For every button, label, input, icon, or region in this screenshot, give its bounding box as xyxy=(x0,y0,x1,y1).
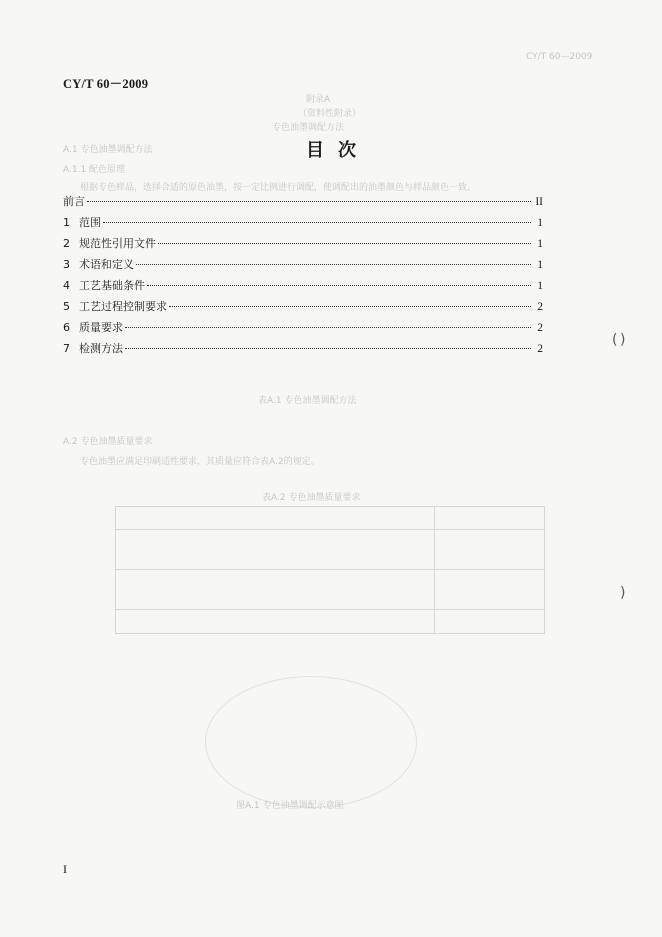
table-of-contents xyxy=(63,193,543,361)
page-title: 目次 xyxy=(306,140,370,161)
toc-entry-number: 2 xyxy=(63,237,70,250)
ghost-text: CY/T 60—2009 xyxy=(526,52,593,62)
toc-entry-label: 术语和定义 xyxy=(79,258,134,271)
ghost-figure xyxy=(205,676,417,808)
ghost-text: 图A.1 专色油墨调配示意图 xyxy=(236,801,344,811)
ghost-text: 根据专色样品，选择合适的原色油墨，按一定比例进行调配，使调配出的油墨颜色与样品颜色一致。 xyxy=(80,183,477,193)
toc-entry-scope[interactable] xyxy=(63,214,543,235)
ghost-text: 附录A xyxy=(306,95,331,105)
toc-leader-dots xyxy=(103,222,531,223)
toc-leader-dots xyxy=(125,327,531,328)
toc-entry-label: 检测方法 xyxy=(79,342,123,355)
toc-entry-process-conditions[interactable] xyxy=(63,277,543,298)
toc-leader-dots xyxy=(158,243,531,244)
toc-entry-page: 2 xyxy=(537,301,543,313)
toc-entry-number: 4 xyxy=(63,279,70,292)
toc-entry-label: 质量要求 xyxy=(79,321,123,334)
toc-entry-label: 工艺基础条件 xyxy=(79,279,145,292)
binding-hole-mark: ) xyxy=(620,585,626,601)
toc-leader-dots xyxy=(87,201,531,202)
ghost-text: A.1.1 配色原理 xyxy=(63,165,126,175)
toc-entry-page: II xyxy=(535,196,543,208)
toc-entry-test-methods[interactable] xyxy=(63,340,543,361)
toc-leader-dots xyxy=(169,306,531,307)
toc-entry-page: 2 xyxy=(537,343,543,355)
toc-entry-number: 3 xyxy=(63,258,70,271)
toc-entry-page: 1 xyxy=(537,217,543,229)
toc-leader-dots xyxy=(147,285,531,286)
page-number: I xyxy=(63,862,67,876)
toc-entry-terms[interactable] xyxy=(63,256,543,277)
toc-entry-number: 5 xyxy=(63,300,70,313)
toc-entry-number: 7 xyxy=(63,342,70,355)
ghost-text: 专色油墨应满足印刷适性要求，其质量应符合表A.2的规定。 xyxy=(80,457,320,467)
toc-entry-label: 规范性引用文件 xyxy=(79,237,156,250)
ghost-text: A.2 专色油墨质量要求 xyxy=(63,437,153,447)
ghost-text: 表A.1 专色油墨调配方法 xyxy=(258,396,357,406)
toc-entry-quality[interactable] xyxy=(63,319,543,340)
ghost-text: 表A.2 专色油墨质量要求 xyxy=(262,493,361,503)
toc-entry-page: 1 xyxy=(537,238,543,250)
toc-leader-dots xyxy=(125,348,531,349)
toc-leader-dots xyxy=(136,264,531,265)
binding-hole-mark: ) xyxy=(620,332,626,348)
toc-entry-normative-references[interactable] xyxy=(63,235,543,256)
ghost-text: （资料性附录） xyxy=(298,109,362,119)
toc-entry-number: 6 xyxy=(63,321,70,334)
toc-entry-label: 工艺过程控制要求 xyxy=(79,300,167,313)
ghost-table xyxy=(115,506,545,634)
ghost-text: A.1 专色油墨调配方法 xyxy=(63,145,153,155)
standard-code: CY/T 60－2009 xyxy=(63,77,149,91)
toc-entry-process-control[interactable] xyxy=(63,298,543,319)
ghost-text: 专色油墨调配方法 xyxy=(272,123,345,133)
toc-entry-page: 1 xyxy=(537,259,543,271)
toc-entry-page: 1 xyxy=(537,280,543,292)
toc-entry-number: 1 xyxy=(63,216,70,229)
toc-entry-label: 前言 xyxy=(63,195,85,208)
toc-entry-label: 范围 xyxy=(79,216,101,229)
toc-entry-page: 2 xyxy=(537,322,543,334)
binding-hole-mark: ( xyxy=(612,332,618,348)
toc-entry-foreword[interactable] xyxy=(63,193,543,214)
